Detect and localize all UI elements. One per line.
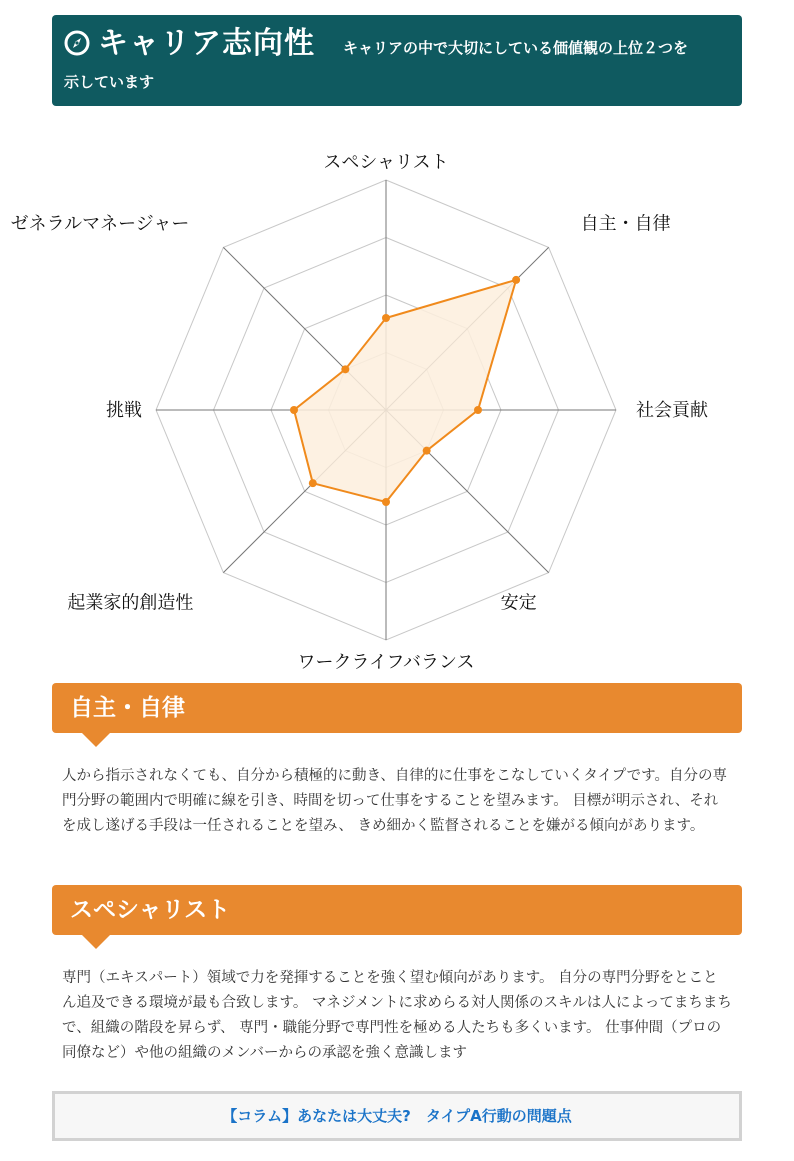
page-header bbox=[52, 15, 742, 106]
radar-data-point bbox=[512, 276, 520, 284]
radar-axis-label: ゼネラルマネージャー bbox=[10, 213, 190, 235]
radar-series-area bbox=[294, 280, 516, 502]
radar-axis-label: ワークライフバランス bbox=[297, 652, 475, 673]
radar-axis-label: 挑戦 bbox=[106, 400, 142, 421]
radar-data-point bbox=[423, 447, 431, 455]
page-title: キャリア志向性 bbox=[98, 26, 315, 61]
radar-axis-label: スペシャリスト bbox=[323, 152, 449, 173]
compass-icon bbox=[64, 30, 90, 56]
radar-data-point bbox=[382, 498, 390, 506]
section-text-specialist: 専門（エキスパート）領域で力を発揮することを強く望む傾向があります。 自分の専門分野をとことん追及できる環境が最も合致します。 マネジメントに求めらる対人関係のスキルは人によってまちまちで、組織の階段を昇らず、 専門・職能分野で専門性を極める人たちも多くいます。 仕事仲間（プロの同僚など）や他の組織のメンバーからの承認を強く意識します bbox=[62, 970, 732, 1061]
radar-data-point bbox=[290, 406, 298, 414]
radar-data-point bbox=[309, 479, 317, 487]
radar-data-point bbox=[341, 365, 349, 373]
page-subtitle: キャリアの中で大切にしている価値観の上位２つを bbox=[343, 39, 689, 57]
page-subtitle-cont: 示しています bbox=[64, 73, 155, 91]
radar-axis-label: 起業家的創造性 bbox=[67, 592, 194, 614]
radar-axis-label: 自主・自律 bbox=[580, 213, 671, 235]
radar-axis-label: 安定 bbox=[500, 592, 537, 614]
column-link[interactable]: 【コラム】あなたは大丈夫? タイプA行動の問題点 bbox=[52, 1091, 742, 1141]
section-title-specialist: スペシャリスト bbox=[52, 885, 742, 935]
radar-data-point bbox=[382, 314, 390, 322]
section-text-autonomy: 人から指示されなくても、自分から積極的に動き、自律的に仕事をこなしていくタイプです。自分の専門分野の範囲内で明確に線を引き、時間を切って仕事をすることを望みます。 目標が明示され、それを成し遂げる手段は一任されることを望み、 きめ細かく監督されることを嫌がる傾向があります。 bbox=[62, 768, 727, 834]
radar-axis-label: 社会貢献 bbox=[636, 400, 708, 421]
radar-data-point bbox=[474, 406, 482, 414]
section-title-autonomy: 自主・自律 bbox=[52, 683, 742, 733]
radar-chart bbox=[0, 130, 794, 680]
